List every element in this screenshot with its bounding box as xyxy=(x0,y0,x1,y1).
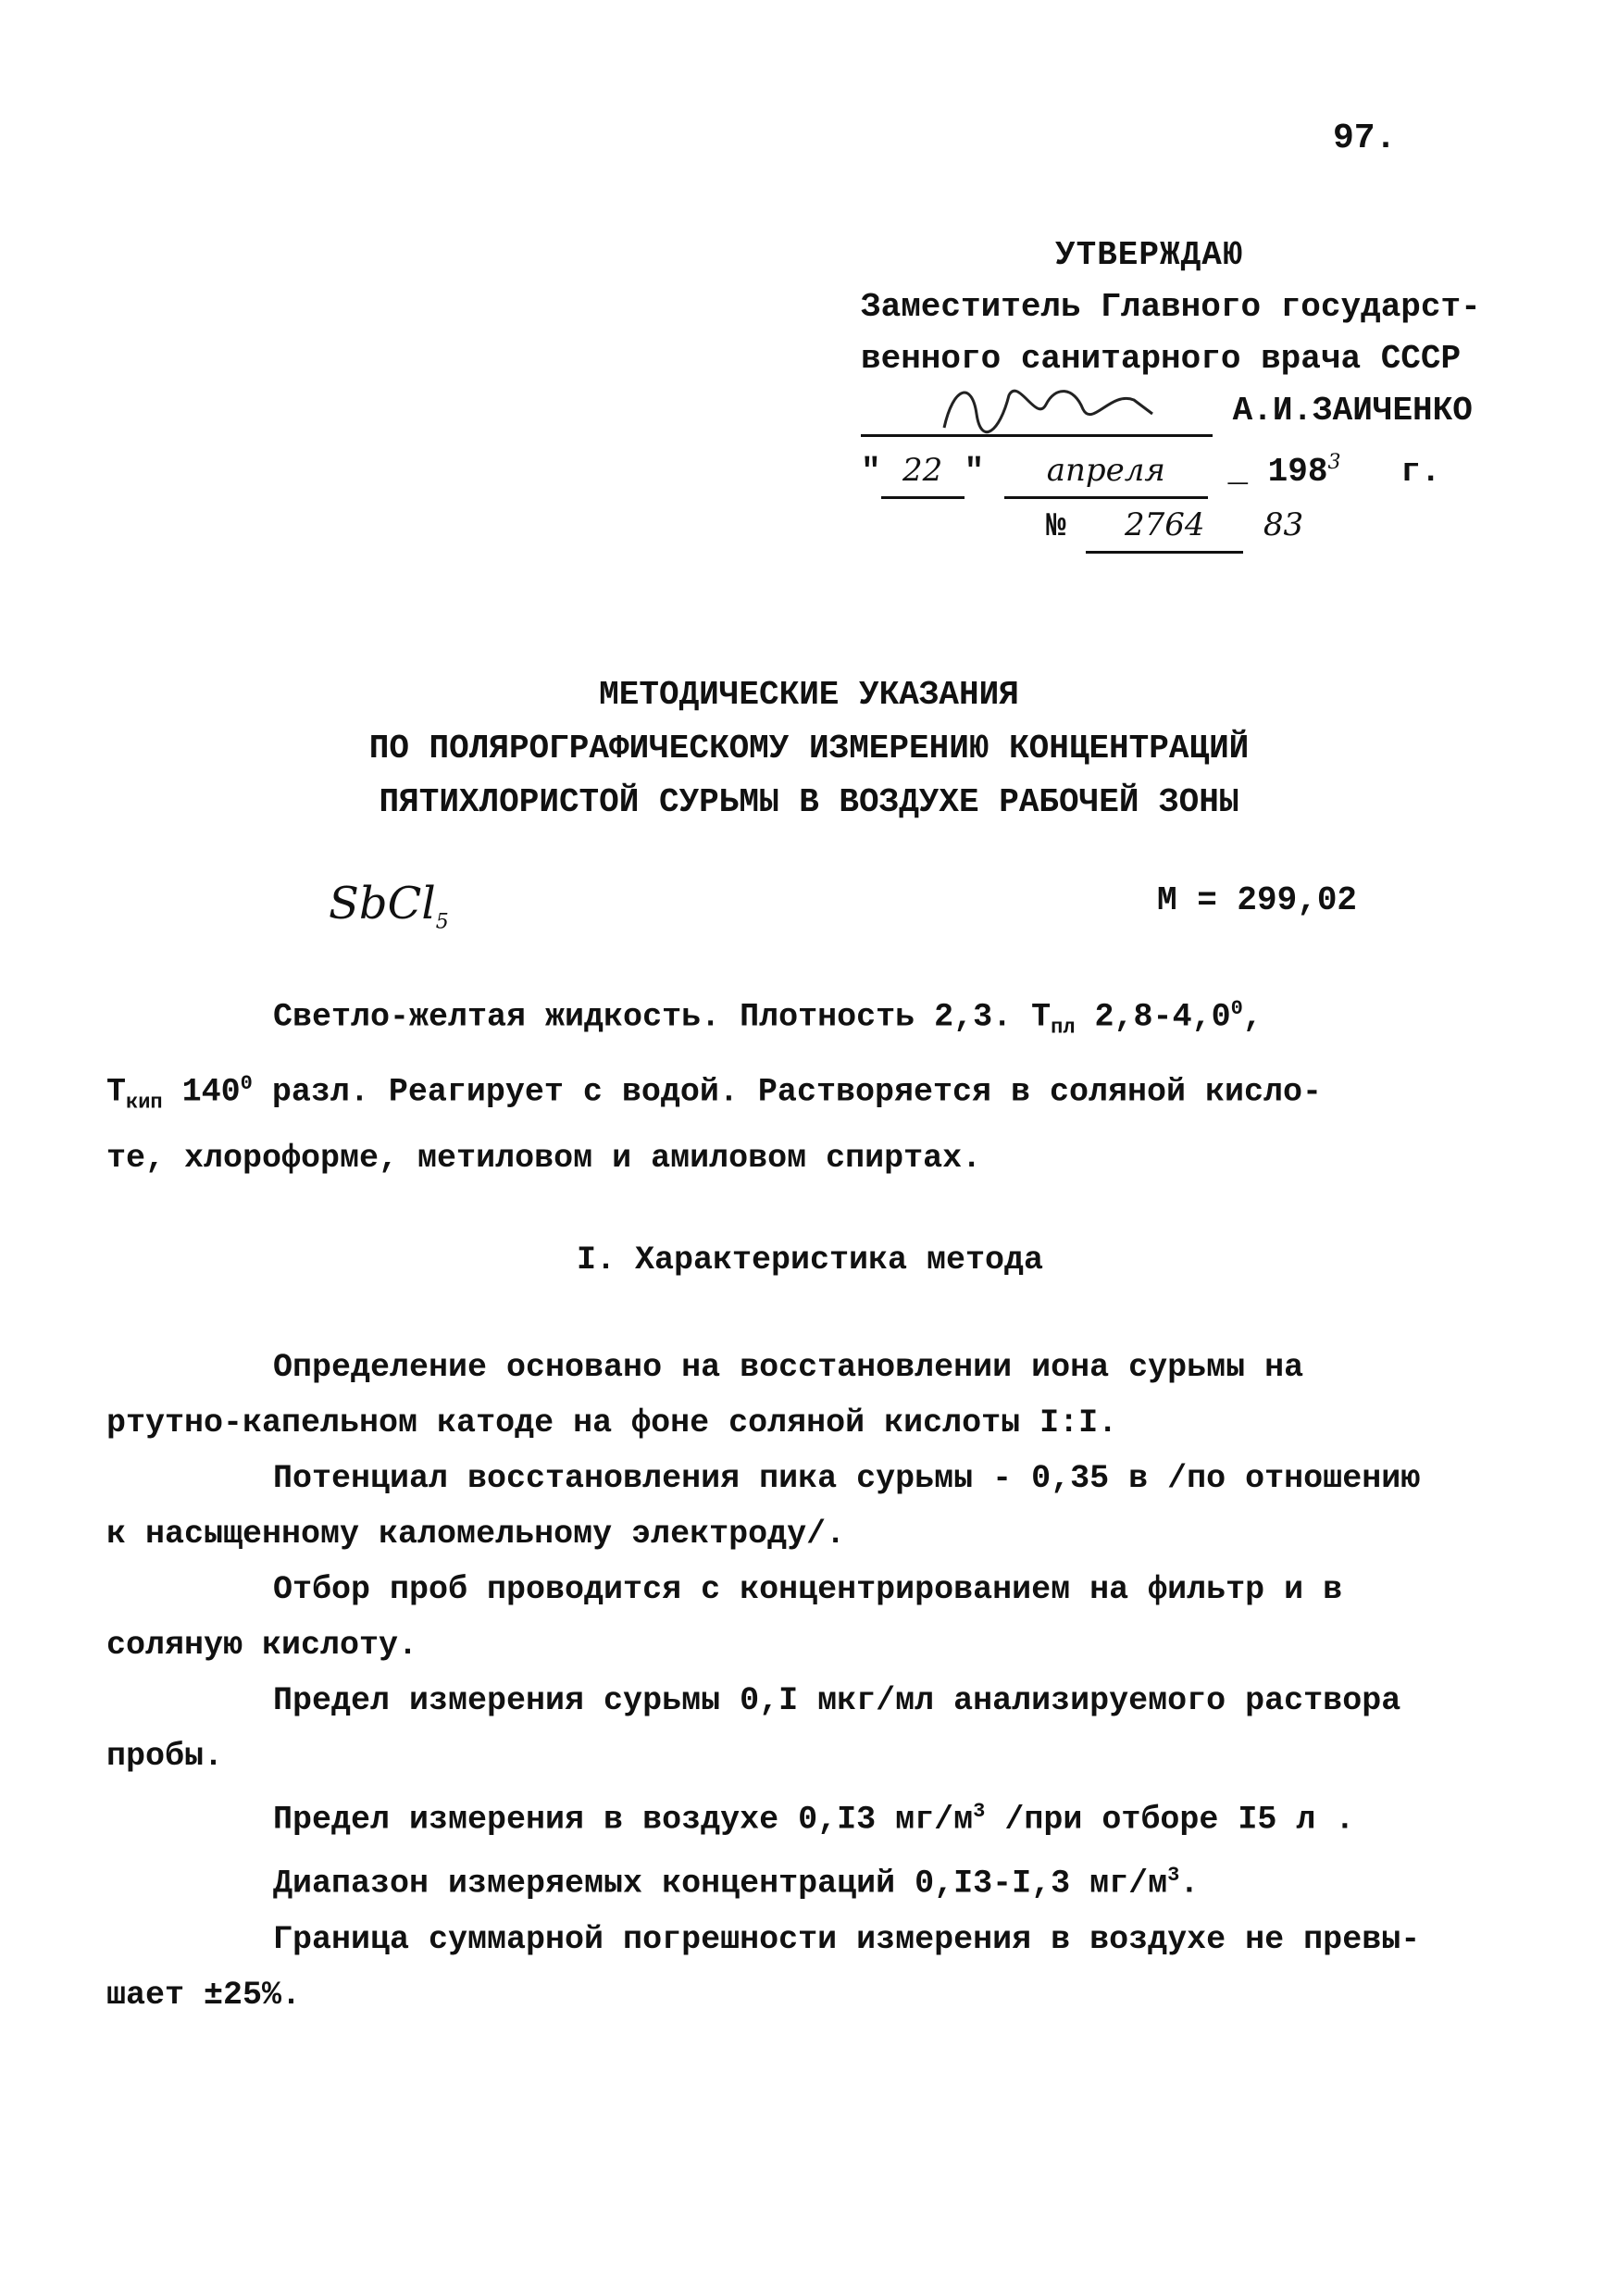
approval-block xyxy=(861,230,1481,554)
date-year-digit: 3 xyxy=(1327,451,1341,474)
formula-subscript: 5 xyxy=(435,910,449,934)
paragraph-air-limit: Предел измерения в воздухе 0,I3 $мг/м^3$ /при отборе I5 л . xyxy=(273,1800,1355,1839)
date-day: 22 xyxy=(881,444,965,499)
date-month: апреля xyxy=(1004,444,1208,499)
signature-scribble xyxy=(935,377,1157,442)
number-prefix: № xyxy=(1046,507,1066,545)
paragraph-error-1: Граница суммарной погрешности измерения в воздухе не превы- xyxy=(273,1920,1421,1958)
date-year-prefix: 198 xyxy=(1267,453,1328,491)
heading-line1: МЕТОДИЧЕСКИЕ УКАЗАНИЯ xyxy=(599,676,1019,714)
description-line3: те, хлороформе, метиловом и амиловом спиртах. xyxy=(106,1140,982,1178)
paragraph-potential-1: Потенциал восстановления пика сурьмы - 0,35 в /по отношению xyxy=(273,1460,1421,1498)
paragraph-definition-2: ртутно-капельном катоде на фоне соляной кислоты I:I. xyxy=(106,1404,1118,1442)
approver-name: А.И.ЗАИЧЕНКО xyxy=(1232,392,1473,430)
paragraph-limit-1: Предел измерения сурьмы 0,I мкг/мл анализируемого раствора xyxy=(273,1682,1401,1720)
heading-line3: ПЯТИХЛОРИСТОЙ СУРЬМЫ В ВОЗДУХЕ РАБОЧЕЙ ЗОНЫ xyxy=(379,783,1239,821)
signature-line xyxy=(861,397,1213,437)
molecular-mass: М = 299,02 xyxy=(1157,881,1358,919)
approval-date-row: " 22 " апреля _ $198^3$ г. xyxy=(861,437,1472,499)
document-body xyxy=(106,981,1449,2023)
approval-number-row xyxy=(861,499,1472,554)
approval-title: УТВЕРЖДАЮ xyxy=(1055,236,1244,274)
paragraph-definition-1: Определение основано на восстановлении иона сурьмы на xyxy=(273,1349,1304,1387)
number-value: 2764 xyxy=(1086,499,1243,554)
approval-position-line2: венного санитарного врача СССР xyxy=(861,340,1462,378)
section-title: I. Характеристика метода xyxy=(576,1242,1044,1279)
approval-position-line1: Заместитель Главного государст- xyxy=(861,288,1481,326)
page-number: 97. xyxy=(1333,119,1397,158)
paragraph-sampling-2: соляную кислоту. xyxy=(106,1627,418,1665)
formula-text: SbCl xyxy=(329,878,436,930)
paragraph-potential-2: к насыщенному каломельному электроду/. xyxy=(106,1516,846,1554)
paragraph-range: Диапазон измеряемых концентраций 0,I3-I,3 $мг/м^3$. xyxy=(273,1863,1200,1903)
document-heading xyxy=(0,668,1618,830)
description-line1: Светло-желтая жидкость. Плотность 2,3. $T_{пл}$ $2,8-4,0^0$, xyxy=(273,997,1263,1040)
heading-line2: ПО ПОЛЯРОГРАФИЧЕСКОМУ ИЗМЕРЕНИЮ КОНЦЕНТРАЦИЙ xyxy=(368,730,1250,767)
chemical-formula xyxy=(329,878,449,934)
paragraph-error-2: шает ±25%. xyxy=(106,1976,302,2014)
date-suffix: г. xyxy=(1400,453,1441,491)
approval-signature-row xyxy=(861,385,1472,437)
description-line2: $T_{кип}$ $140^0$ разл. Реагирует с водой. Растворяется в соляной кисло- xyxy=(106,1071,1323,1115)
number-suffix: 83 xyxy=(1263,506,1304,543)
paragraph-sampling-1: Отбор проб проводится с концентрированием на фильтр и в xyxy=(273,1571,1343,1609)
paragraph-limit-2: пробы. xyxy=(106,1738,224,1776)
